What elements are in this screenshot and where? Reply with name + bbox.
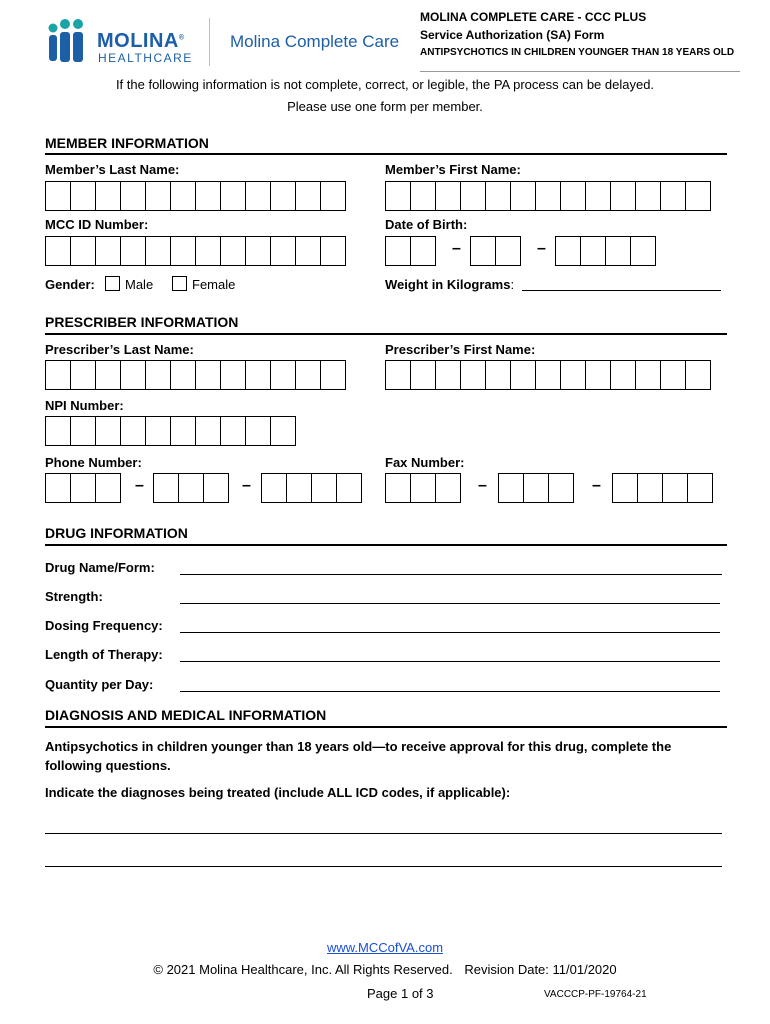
footer-copyright-row: [0, 962, 770, 977]
char-box[interactable]: [203, 473, 229, 503]
npi-label: NPI Number:: [45, 398, 124, 413]
char-box[interactable]: [270, 181, 296, 211]
logo-wordmark-top: MOLINA®: [97, 30, 185, 52]
weight-label-colon: :: [510, 277, 515, 292]
char-box[interactable]: [660, 360, 686, 390]
member-first-name-label: Member’s First Name:: [385, 162, 521, 177]
char-box[interactable]: [410, 181, 436, 211]
char-box[interactable]: [245, 181, 271, 211]
header-divider: [209, 18, 210, 66]
char-box[interactable]: [510, 360, 536, 390]
char-box[interactable]: [580, 236, 606, 266]
prescriber-section-title: PRESCRIBER INFORMATION: [45, 314, 239, 330]
char-box[interactable]: [145, 416, 171, 446]
prescriber-section-rule: [45, 333, 727, 335]
char-box[interactable]: [662, 473, 688, 503]
char-box[interactable]: [510, 181, 536, 211]
dob-day-boxes[interactable]: [470, 236, 520, 266]
char-box[interactable]: [195, 181, 221, 211]
char-box[interactable]: [45, 416, 71, 446]
char-box[interactable]: [261, 473, 287, 503]
char-box[interactable]: [630, 236, 656, 266]
weight-label: [385, 277, 514, 292]
char-box[interactable]: [220, 416, 246, 446]
prescriber-first-name-label: Prescriber’s First Name:: [385, 342, 536, 357]
footer-page: Page 1 of 3: [367, 986, 434, 1001]
char-box[interactable]: [70, 360, 96, 390]
fax-line-boxes[interactable]: [612, 473, 712, 503]
member-section-rule: [45, 153, 727, 155]
char-box[interactable]: [178, 473, 204, 503]
char-box[interactable]: [120, 236, 146, 266]
char-box[interactable]: [560, 181, 586, 211]
length-of-therapy-label: Length of Therapy:: [45, 647, 163, 662]
char-box[interactable]: [635, 360, 661, 390]
char-box[interactable]: [320, 236, 346, 266]
char-box[interactable]: [270, 236, 296, 266]
diagnosis-paragraph-line2: following questions.: [45, 758, 171, 773]
char-box[interactable]: [295, 181, 321, 211]
char-box[interactable]: [495, 236, 521, 266]
char-box[interactable]: [435, 181, 461, 211]
char-box[interactable]: [195, 360, 221, 390]
char-box[interactable]: [145, 360, 171, 390]
gender-label: Gender:: [45, 277, 95, 292]
char-box[interactable]: [120, 181, 146, 211]
char-box[interactable]: [45, 236, 71, 266]
char-box[interactable]: [270, 360, 296, 390]
char-box[interactable]: [120, 416, 146, 446]
length-of-therapy-line[interactable]: [180, 661, 720, 662]
char-box[interactable]: [95, 181, 121, 211]
char-box[interactable]: [170, 181, 196, 211]
mcc-id-boxes[interactable]: [45, 236, 345, 266]
char-box[interactable]: [535, 360, 561, 390]
drug-name-line[interactable]: [180, 574, 722, 575]
phone-prefix-boxes[interactable]: [153, 473, 228, 503]
char-box[interactable]: [145, 181, 171, 211]
logo-wordmark-bottom: HEALTHCARE: [98, 51, 193, 65]
diagnosis-paragraph-line1: Antipsychotics in children younger than 18 years old—to receive approval for this drug, complete the: [45, 739, 672, 754]
char-box[interactable]: [170, 236, 196, 266]
char-box[interactable]: [385, 236, 411, 266]
npi-boxes[interactable]: [45, 416, 295, 446]
char-box[interactable]: [410, 360, 436, 390]
char-box[interactable]: [95, 360, 121, 390]
char-box[interactable]: [435, 360, 461, 390]
char-box[interactable]: [220, 181, 246, 211]
quantity-per-day-line[interactable]: [180, 691, 720, 692]
member-section-title: MEMBER INFORMATION: [45, 135, 209, 151]
char-box[interactable]: [153, 473, 179, 503]
phone-area-boxes[interactable]: [45, 473, 120, 503]
char-box[interactable]: [470, 236, 496, 266]
char-box[interactable]: [320, 181, 346, 211]
molina-logo: [45, 18, 195, 66]
char-box[interactable]: [245, 236, 271, 266]
fax-dash-1: –: [478, 477, 487, 494]
char-box[interactable]: [311, 473, 337, 503]
form-title-line1: MOLINA COMPLETE CARE - CCC PLUS: [420, 10, 647, 24]
weight-label-text: Weight in Kilograms: [385, 277, 511, 292]
diagnosis-section-rule: [45, 726, 727, 728]
dob-dash-1: –: [452, 240, 461, 257]
diagnosis-section-title: DIAGNOSIS AND MEDICAL INFORMATION: [45, 707, 327, 723]
footer-link[interactable]: www.MCCofVA.com: [326, 940, 444, 955]
member-last-name-boxes[interactable]: [45, 181, 345, 211]
prescriber-last-name-label: Prescriber’s Last Name:: [45, 342, 194, 357]
dosing-frequency-line[interactable]: [180, 632, 720, 633]
char-box[interactable]: [485, 360, 511, 390]
char-box[interactable]: [45, 360, 71, 390]
drug-section-rule: [45, 544, 727, 546]
header-rule: [420, 71, 740, 72]
char-box[interactable]: [385, 360, 411, 390]
intro-line2: Please use one form per member.: [287, 99, 483, 114]
footer-copyright: © 2021 Molina Healthcare, Inc. All Rights Reserved.: [153, 962, 453, 977]
prescriber-first-name-boxes[interactable]: [385, 360, 710, 390]
char-box[interactable]: [610, 360, 636, 390]
char-box[interactable]: [637, 473, 663, 503]
dob-dash-2: –: [537, 240, 546, 257]
char-box[interactable]: [385, 181, 411, 211]
fax-dash-2: –: [592, 477, 601, 494]
char-box[interactable]: [95, 473, 121, 503]
char-box[interactable]: [70, 181, 96, 211]
char-box[interactable]: [635, 181, 661, 211]
char-box[interactable]: [460, 360, 486, 390]
char-box[interactable]: [685, 181, 711, 211]
diagnosis-question: Indicate the diagnoses being treated (include ALL ICD codes, if applicable):: [45, 785, 511, 800]
char-box[interactable]: [548, 473, 574, 503]
member-last-name-label: Member’s Last Name:: [45, 162, 180, 177]
dob-month-boxes[interactable]: [385, 236, 435, 266]
char-box[interactable]: [410, 473, 436, 503]
char-box[interactable]: [95, 416, 121, 446]
char-box[interactable]: [385, 473, 411, 503]
strength-label: Strength:: [45, 589, 103, 604]
weight-input-line[interactable]: [522, 290, 721, 291]
char-box[interactable]: [45, 473, 71, 503]
char-box[interactable]: [220, 236, 246, 266]
phone-dash-1: –: [135, 477, 144, 494]
char-box[interactable]: [555, 236, 581, 266]
char-box[interactable]: [295, 360, 321, 390]
dosing-frequency-label: Dosing Frequency:: [45, 618, 163, 633]
phone-line-boxes[interactable]: [261, 473, 361, 503]
char-box[interactable]: [70, 473, 96, 503]
char-box[interactable]: [145, 236, 171, 266]
strength-line[interactable]: [180, 603, 720, 604]
char-box[interactable]: [195, 236, 221, 266]
form-title-line3: ANTIPSYCHOTICS IN CHILDREN YOUNGER THAN 18 YEARS OLD: [420, 47, 735, 58]
char-box[interactable]: [612, 473, 638, 503]
char-box[interactable]: [45, 181, 71, 211]
char-box[interactable]: [523, 473, 549, 503]
male-label: Male: [125, 277, 154, 292]
char-box[interactable]: [605, 236, 631, 266]
phone-dash-2: –: [242, 477, 251, 494]
char-box[interactable]: [245, 360, 271, 390]
char-box[interactable]: [485, 181, 511, 211]
char-box[interactable]: [610, 181, 636, 211]
fax-area-boxes[interactable]: [385, 473, 460, 503]
diagnosis-answer-line-2[interactable]: [45, 866, 722, 867]
char-box[interactable]: [585, 181, 611, 211]
dob-label: Date of Birth:: [385, 217, 468, 232]
char-box[interactable]: [687, 473, 713, 503]
char-box[interactable]: [320, 360, 346, 390]
logo-figures-icon: [45, 18, 97, 66]
char-box[interactable]: [295, 236, 321, 266]
female-checkbox[interactable]: [172, 276, 187, 291]
char-box[interactable]: [498, 473, 524, 503]
char-box[interactable]: [170, 416, 196, 446]
char-box[interactable]: [535, 181, 561, 211]
form-title-line2: Service Authorization (SA) Form: [420, 28, 605, 42]
intro-line1: If the following information is not complete, correct, or legible, the PA process can be delayed.: [115, 77, 655, 92]
registered-mark: ®: [178, 34, 185, 42]
phone-label: Phone Number:: [45, 455, 142, 470]
char-box[interactable]: [95, 236, 121, 266]
char-box[interactable]: [685, 360, 711, 390]
member-first-name-boxes[interactable]: [385, 181, 710, 211]
char-box[interactable]: [70, 416, 96, 446]
fax-label: Fax Number:: [385, 455, 465, 470]
char-box[interactable]: [70, 236, 96, 266]
dob-year-boxes[interactable]: [555, 236, 655, 266]
char-box[interactable]: [460, 181, 486, 211]
char-box[interactable]: [270, 416, 296, 446]
female-label: Female: [192, 277, 236, 292]
char-box[interactable]: [220, 360, 246, 390]
char-box[interactable]: [286, 473, 312, 503]
mcc-id-label: MCC ID Number:: [45, 217, 149, 232]
char-box[interactable]: [195, 416, 221, 446]
fax-prefix-boxes[interactable]: [498, 473, 573, 503]
char-box[interactable]: [435, 473, 461, 503]
char-box[interactable]: [245, 416, 271, 446]
char-box[interactable]: [170, 360, 196, 390]
drug-section-title: DRUG INFORMATION: [45, 525, 188, 541]
char-box[interactable]: [585, 360, 611, 390]
char-box[interactable]: [660, 181, 686, 211]
footer-revision: Revision Date: 11/01/2020: [464, 962, 617, 977]
male-checkbox[interactable]: [105, 276, 120, 291]
char-box[interactable]: [560, 360, 586, 390]
quantity-per-day-label: Quantity per Day:: [45, 677, 154, 692]
diagnosis-answer-line-1[interactable]: [45, 833, 722, 834]
brand-name: Molina Complete Care: [230, 32, 400, 51]
prescriber-last-name-boxes[interactable]: [45, 360, 345, 390]
char-box[interactable]: [336, 473, 362, 503]
char-box[interactable]: [120, 360, 146, 390]
drug-name-label: Drug Name/Form:: [45, 560, 155, 575]
char-box[interactable]: [410, 236, 436, 266]
footer-form-code: VACCCP-PF-19764-21: [544, 989, 647, 1000]
